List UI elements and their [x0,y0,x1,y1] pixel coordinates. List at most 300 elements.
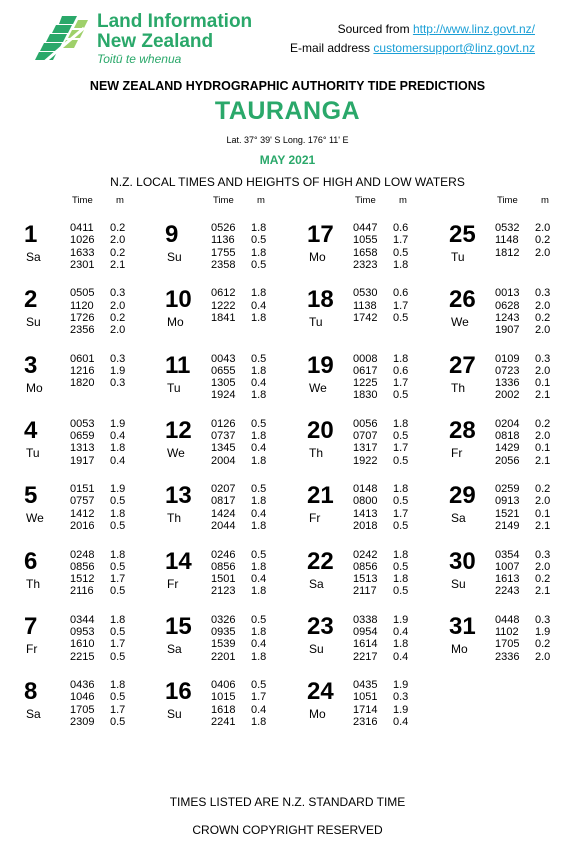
logo-text [97,12,252,66]
tide-height: 0.5 [393,454,409,467]
weekday: Mo [167,315,184,330]
tide-height: 0.5 [393,246,409,259]
tide-height: 0.1 [535,442,551,455]
tide-height: 2.0 [535,324,551,337]
tide-height: 1.8 [251,626,267,639]
lat-long: Lat. 37° 39' S Long. 176° 11' E [226,135,349,145]
tide-row [353,442,408,454]
day-number: 28 [449,416,476,444]
tide-row [495,377,550,389]
tide-row [353,614,408,626]
tide-row [495,389,550,401]
tide-row [495,247,550,259]
tide-height: 0.2 [535,311,551,324]
tide-row [70,679,125,691]
tide-row [211,549,266,561]
tide-height: 0.5 [110,585,126,598]
tide-row [70,455,125,467]
day-block [165,222,301,282]
tide-row [211,638,266,650]
day-number: 21 [307,482,334,510]
weekday: Fr [309,511,321,526]
weekday: Th [451,380,466,395]
tide-height: 2.1 [110,258,126,271]
tide-row [495,508,550,520]
tide-row [353,651,408,663]
tide-height: 0.5 [393,389,409,402]
tide-time: 1513 [353,573,378,586]
tide-list [495,287,550,336]
tide-height: 0.2 [535,483,551,496]
tide-row [353,626,408,638]
tide-row [495,234,550,246]
tide-time: 1015 [211,691,236,704]
tide-row [353,377,408,389]
tide-time: 1136 [211,234,235,247]
month-year: MAY 2021 [259,153,316,167]
tide-row [353,300,408,312]
tide-height: 1.7 [393,442,409,455]
tide-row [70,614,125,626]
day-number: 5 [24,482,38,510]
logo-line-2: New Zealand [97,31,214,52]
day-number: 6 [24,547,38,575]
tide-time: 1046 [70,691,95,704]
tide-height: 1.9 [393,613,409,626]
tide-list [495,353,550,402]
tide-height: 1.9 [393,703,409,716]
tide-height: 1.9 [393,679,409,692]
day-number: 15 [165,612,192,640]
tide-list [353,222,408,271]
tide-list [353,418,408,467]
tide-height: 1.8 [251,389,267,402]
tide-list [70,614,125,663]
tide-row [70,483,125,495]
tide-height: 0.1 [535,507,551,520]
tide-height: 1.9 [110,417,126,430]
tide-row [353,389,408,401]
tide-row [211,430,266,442]
tide-time: 0659 [70,430,95,443]
tide-row [211,300,266,312]
tide-row [211,312,266,324]
tide-list [211,614,266,663]
tide-time: 0612 [211,287,236,300]
email-label: E-mail address [290,41,374,55]
tide-time: 2004 [211,454,236,467]
tide-height: 0.6 [393,364,409,377]
weekday: We [167,445,185,460]
tide-row [70,430,125,442]
tide-time: 1225 [353,377,378,390]
tide-height: 0.4 [110,430,126,443]
day-number: 25 [449,221,476,248]
tide-row [70,520,125,532]
tide-row [353,365,408,377]
tide-time: 0757 [70,495,95,508]
station-name: TAURANGA [214,97,361,125]
tide-time: 0737 [211,430,236,443]
tide-height: 0.3 [110,352,126,365]
day-block [307,287,443,347]
height-header: m [116,195,124,206]
tide-height: 2.1 [535,454,551,467]
weekday: Mo [309,250,326,264]
tide-row [353,716,408,728]
tide-time: 0800 [353,495,378,508]
tide-row [70,234,125,246]
tide-time: 0246 [211,548,236,561]
tide-list [353,287,408,324]
tide-row [353,222,408,234]
tide-list [353,483,408,532]
weekday: Fr [26,641,38,656]
tide-time: 1521 [495,507,520,520]
tide-time: 1216 [70,364,95,377]
tide-height: 0.4 [251,377,267,390]
tide-time: 2117 [353,585,377,598]
tide-height: 1.8 [393,352,409,365]
tide-height: 1.8 [251,246,267,259]
tide-list [495,614,550,663]
tide-height: 1.8 [251,287,267,300]
tide-time: 0707 [353,430,378,443]
day-block [165,679,301,739]
tide-time: 1820 [70,377,95,390]
tide-row [495,287,550,299]
tide-row [70,377,125,389]
tide-row [495,365,550,377]
tide-height: 0.5 [251,352,267,365]
tide-height: 1.8 [251,560,267,573]
tide-row [353,418,408,430]
day-block [449,549,575,609]
tide-row [353,561,408,573]
tide-time: 0856 [70,560,95,573]
tide-time: 0628 [495,299,520,312]
tide-time: 0344 [70,613,95,626]
tide-time: 2116 [70,585,94,598]
time-header: Time [72,195,93,206]
tide-row [353,508,408,520]
tide-height: 1.8 [251,495,267,508]
tide-time: 1424 [211,507,236,520]
tide-list [70,222,125,271]
tide-row [70,585,125,597]
tide-height: 0.3 [110,377,126,390]
tide-time: 1336 [495,377,520,390]
tide-time: 0406 [211,679,236,692]
tide-time: 2056 [495,454,520,467]
tide-height: 1.8 [110,679,126,692]
tide-time: 0617 [353,364,378,377]
tide-time: 1313 [70,442,95,455]
tide-height: 0.3 [110,287,126,300]
tide-row [353,247,408,259]
tide-height: 1.8 [251,364,267,377]
tide-height: 1.8 [110,548,126,561]
tide-row [70,287,125,299]
tide-height: 0.5 [393,311,409,324]
day-number: 16 [165,678,192,706]
tide-row [70,312,125,324]
tide-height: 0.4 [251,703,267,716]
weekday: Tu [451,250,465,264]
day-number: 24 [307,678,334,706]
weekday: Tu [309,315,323,330]
tide-list [211,679,266,728]
day-block [307,483,443,543]
day-number: 7 [24,612,38,640]
tide-time: 0655 [211,364,236,377]
day-block [165,287,301,347]
tide-height: 0.2 [535,417,551,430]
tide-time: 2301 [70,258,95,271]
tide-time: 0953 [70,626,95,639]
tide-height: 0.5 [110,495,126,508]
tide-time: 0151 [70,483,95,496]
tide-row [495,585,550,597]
tide-time: 0109 [495,352,520,365]
email-row [290,39,535,58]
weekday: Su [167,250,182,264]
tide-row [211,389,266,401]
tide-height: 1.8 [251,520,267,533]
tide-row [211,704,266,716]
weekday: We [309,380,327,395]
tide-row [211,353,266,365]
tide-time: 1007 [495,560,520,573]
tide-time: 1726 [70,311,95,324]
tide-height: 2.0 [110,299,126,312]
tide-height: 2.0 [535,430,551,443]
source-link[interactable]: http://www.linz.govt.nz/ [412,22,535,36]
tide-height: 0.2 [535,638,551,651]
tide-row [353,573,408,585]
tide-height: 0.5 [393,430,409,443]
weekday: Su [451,576,466,591]
day-block [307,549,443,609]
weekday: Th [26,576,41,591]
tide-height: 0.5 [110,560,126,573]
tide-height: 2.1 [535,520,551,533]
tide-list [211,483,266,532]
tide-time: 1924 [211,389,236,402]
tide-time: 0204 [495,417,520,430]
tide-height: 2.1 [535,389,551,402]
tide-height: 1.8 [251,430,267,443]
tide-row [70,549,125,561]
day-number: 22 [307,547,334,575]
tide-time: 0526 [211,222,236,234]
tide-row [495,549,550,561]
source-row [290,20,535,39]
tide-row [353,234,408,246]
day-block [307,353,443,413]
tide-list [495,483,550,532]
tide-height: 0.5 [251,548,267,561]
tide-list [70,549,125,598]
tide-time: 2336 [495,650,520,663]
tide-row [211,585,266,597]
day-block [307,222,443,282]
tide-height: 0.6 [393,287,409,300]
tide-row [495,324,550,336]
tide-height: 1.7 [110,638,126,651]
tide-row [211,222,266,234]
tide-height: 0.3 [535,352,551,365]
day-block [165,353,301,413]
tide-time: 1714 [353,703,378,716]
tide-time: 2358 [211,258,236,271]
tide-list [211,549,266,598]
tide-row [211,691,266,703]
tide-height: 0.4 [393,715,409,728]
tide-time: 2002 [495,389,520,402]
tide-row [353,495,408,507]
tide-height: 0.5 [251,234,267,247]
tide-row [70,353,125,365]
tide-time: 0148 [353,483,378,496]
tide-time: 2316 [353,715,378,728]
tide-height: 0.5 [110,650,126,663]
height-header: m [541,195,549,206]
tide-height: 0.4 [251,299,267,312]
tide-row [495,483,550,495]
email-link[interactable]: customersupport@linz.govt.nz [373,41,535,55]
weekday: We [26,511,44,526]
tide-row [353,585,408,597]
tide-height: 1.7 [110,703,126,716]
tide-row [495,222,550,234]
tide-height: 1.9 [110,483,126,496]
day-number: 23 [307,612,334,640]
weekday: Sa [26,250,41,264]
day-number: 30 [449,547,476,575]
day-number: 8 [24,678,38,706]
tide-time: 2123 [211,585,236,598]
tide-list [211,287,266,324]
tide-height: 0.4 [251,507,267,520]
tide-row [211,716,266,728]
tide-time: 0411 [70,222,94,234]
tide-row [70,222,125,234]
tide-height: 2.0 [535,364,551,377]
tide-row [353,259,408,271]
weekday: Th [309,445,324,460]
tide-row [70,418,125,430]
tide-height: 1.8 [251,311,267,324]
tide-row [70,442,125,454]
tide-list [70,353,125,390]
tide-height: 1.8 [110,507,126,520]
weekday: We [451,315,469,330]
tide-list [495,549,550,598]
tide-row [211,418,266,430]
tide-row [70,716,125,728]
tide-height: 1.7 [110,573,126,586]
tide-time: 1413 [353,507,378,520]
tide-height: 2.0 [535,222,551,234]
day-number: 11 [165,351,191,379]
tide-time: 2201 [211,650,236,663]
tide-height: 2.1 [535,585,551,598]
tide-height: 0.4 [393,626,409,639]
tide-height: 2.0 [535,650,551,663]
tide-row [211,442,266,454]
tide-height: 1.7 [393,234,409,247]
tide-list [495,222,550,259]
tide-time: 1345 [211,442,236,455]
tide-height: 1.7 [251,691,267,704]
weekday: Su [26,315,41,330]
tide-time: 2149 [495,520,520,533]
height-header: m [399,195,407,206]
tide-height: 2.0 [535,495,551,508]
tide-time: 1922 [353,454,378,467]
day-block [307,614,443,674]
tide-row [70,508,125,520]
weekday: Sa [309,576,324,591]
tide-list [211,353,266,402]
tide-height: 0.5 [251,679,267,692]
tide-height: 0.3 [535,287,551,300]
tide-height: 0.5 [110,626,126,639]
table-subtitle: N.Z. LOCAL TIMES AND HEIGHTS OF HIGH AND LOW WATERS [110,175,465,189]
tide-height: 1.8 [251,454,267,467]
tide-row [495,573,550,585]
tide-row [353,287,408,299]
tide-row [495,520,550,532]
tide-height: 0.5 [251,483,267,496]
tide-time: 2356 [70,324,95,337]
tide-time: 1051 [353,691,378,704]
tide-time: 1705 [495,638,520,651]
day-block [165,418,301,478]
tide-height: 0.5 [393,520,409,533]
tide-list [353,614,408,663]
tide-time: 1917 [70,454,95,467]
tide-time: 1305 [211,377,236,390]
tide-row [211,626,266,638]
logo-line-3: Toitū te whenua [97,52,182,66]
tide-row [353,312,408,324]
tide-height: 0.5 [393,495,409,508]
tide-row [211,234,266,246]
tide-height: 2.0 [535,299,551,312]
day-block [307,679,443,739]
tide-time: 0448 [495,613,520,626]
day-block [24,222,160,282]
day-block [449,614,575,674]
tide-row [211,247,266,259]
tide-row [211,365,266,377]
tide-row [495,430,550,442]
tide-row [211,455,266,467]
day-block [165,483,301,543]
tide-row [495,353,550,365]
tide-height: 1.8 [110,442,126,455]
tide-row [211,520,266,532]
tide-height: 0.4 [251,442,267,455]
day-block [24,418,160,478]
day-block [24,549,160,609]
tide-height: 1.7 [393,299,409,312]
tide-time: 0013 [495,287,520,300]
tide-row [70,704,125,716]
weekday: Sa [451,511,466,526]
